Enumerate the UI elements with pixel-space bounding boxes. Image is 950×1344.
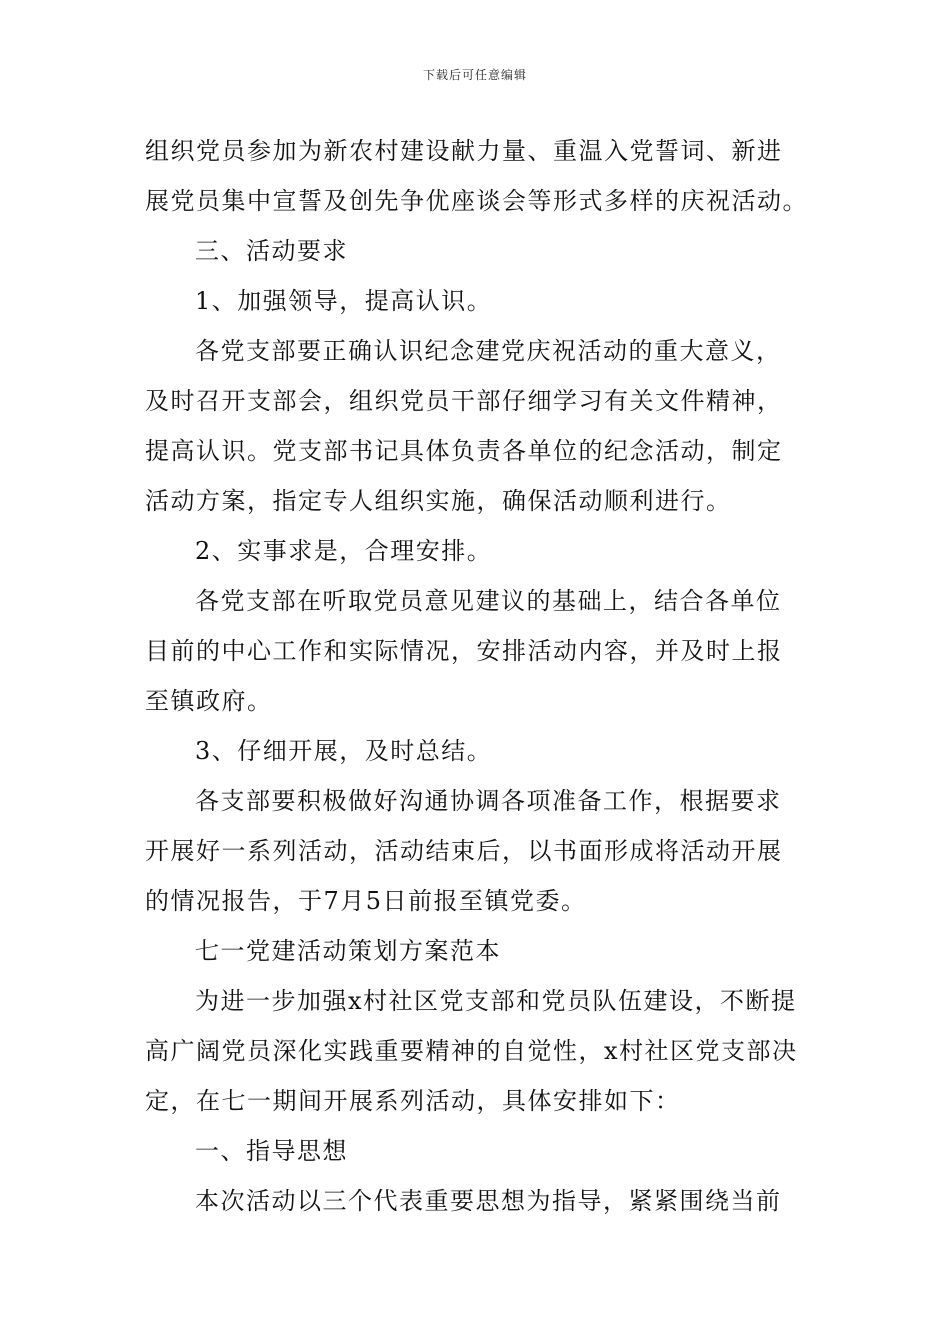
text-line: 开展好一系列活动，活动结束后，以书面形成将活动开展 [145, 837, 783, 865]
text-line: 各支部要积极做好沟通协调各项准备工作，根据要求 [195, 787, 782, 815]
text-line: 定，在七一期间开展系列活动，具体安排如下： [145, 1087, 681, 1115]
text-line: 各党支部在听取党员意见建议的基础上，结合各单位 [195, 587, 782, 615]
subsection-heading: 3、仔细开展，及时总结。 [195, 737, 493, 765]
text-line: 组织党员参加为新农村建设献力量、重温入党誓词、新进 [145, 137, 783, 165]
text-line: 展党员集中宣誓及创先争优座谈会等形式多样的庆祝活动。 [145, 187, 808, 215]
text-line: 目前的中心工作和实际情况，安排活动内容，并及时上报 [145, 637, 783, 665]
subsection-heading: 2、实事求是，合理安排。 [195, 537, 493, 565]
text-line: 本次活动以三个代表重要思想为指导，紧紧围绕当前 [195, 1187, 782, 1215]
text-line: 的情况报告，于7月5日前报至镇党委。 [145, 887, 587, 915]
text-line: 活动方案，指定专人组织实施，确保活动顺利进行。 [145, 487, 732, 515]
text-line: 各党支部要正确认识纪念建党庆祝活动的重大意义， [195, 337, 782, 365]
section-heading: 三、活动要求 [195, 237, 348, 265]
header-note: 下载后可任意编辑 [422, 68, 527, 82]
text-line: 为进一步加强x村社区党支部和党员队伍建设，不断提 [195, 987, 797, 1015]
text-line: 及时召开支部会，组织党员干部仔细学习有关文件精神， [145, 387, 783, 415]
subsection-heading: 1、加强领导，提高认识。 [195, 287, 493, 315]
section-heading: 一、指导思想 [195, 1137, 348, 1165]
text-line: 至镇政府。 [145, 687, 273, 715]
document-body [145, 126, 810, 1226]
text-line: 高广阔党员深化实践重要精神的自觉性，x村社区党支部决 [145, 1037, 798, 1065]
text-line: 提高认识。党支部书记具体负责各单位的纪念活动，制定 [145, 437, 783, 465]
document-title: 七一党建活动策划方案范本 [195, 937, 501, 965]
